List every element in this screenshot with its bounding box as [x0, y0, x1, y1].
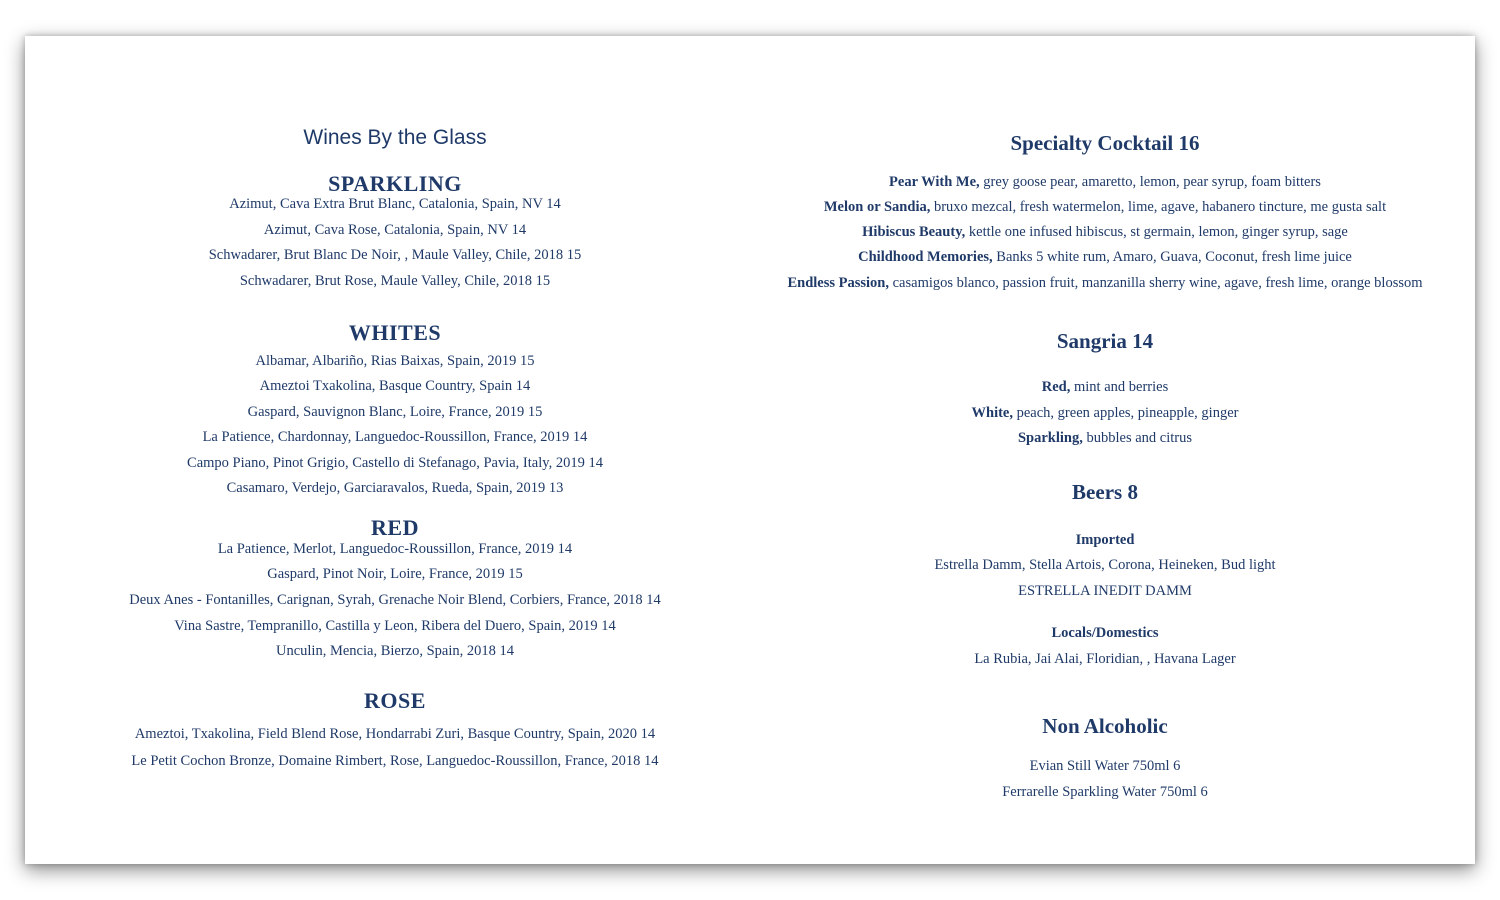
- rose-heading: ROSE: [364, 688, 426, 713]
- whites-item: Campo Piano, Pinot Grigio, Castello di Stefanago, Pavia, Italy, 2019 14: [187, 455, 603, 471]
- cocktail-name: Endless Passion,: [787, 275, 889, 291]
- sparkling-item: Azimut, Cava Extra Brut Blanc, Catalonia, Spain, NV 14: [229, 196, 561, 212]
- rose-item: Ameztoi, Txakolina, Field Blend Rose, Hondarrabi Zuri, Basque Country, Spain, 2020 14: [134, 726, 656, 742]
- cocktails-heading: Specialty Cocktail 16: [1010, 131, 1200, 155]
- sparkling-item: Azimut, Cava Rose, Catalonia, Spain, NV 14: [263, 222, 527, 238]
- cocktail-name: Childhood Memories,: [858, 249, 993, 265]
- cocktail-item: [760, 224, 1450, 241]
- menu-page: [25, 36, 1475, 864]
- cocktail-name: Pear With Me,: [889, 174, 980, 190]
- wines-title: Wines By the Glass: [303, 126, 487, 149]
- red-item: La Patience, Merlot, Languedoc-Roussillon, France, 2019 14: [217, 541, 573, 557]
- red-item: Unculin, Mencia, Bierzo, Spain, 2018 14: [276, 643, 514, 659]
- cocktail-desc: bruxo mezcal, fresh watermelon, lime, agave, habanero tincture, me gusta salt: [930, 199, 1387, 215]
- cocktail-desc: casamigos blanco, passion fruit, manzanilla sherry wine, agave, fresh lime, orange blossom: [889, 275, 1423, 291]
- sangria-desc: peach, green apples, pineapple, ginger: [1013, 405, 1239, 421]
- sangria-heading: Sangria 14: [1056, 329, 1154, 353]
- cocktail-item: [760, 199, 1450, 216]
- red-item: Gaspard, Pinot Noir, Loire, France, 2019 15: [267, 566, 523, 582]
- cocktail-name: Melon or Sandia,: [823, 199, 931, 215]
- sparkling-heading: SPARKLING: [328, 171, 462, 196]
- whites-item: Ameztoi Txakolina, Basque Country, Spain 14: [259, 378, 531, 394]
- beers-heading: Beers 8: [1072, 480, 1138, 504]
- cocktail-name: Hibiscus Beauty,: [862, 224, 966, 240]
- rose-item: Le Petit Cochon Bronze, Domaine Rimbert, Rose, Languedoc-Roussillon, France, 2018 14: [131, 753, 659, 769]
- sangria-name: White,: [971, 405, 1013, 421]
- whites-item: Albamar, Albariño, Rias Baixas, Spain, 2019 15: [255, 353, 535, 369]
- sangria-desc: bubbles and citrus: [1082, 430, 1192, 446]
- red-heading: RED: [371, 515, 419, 540]
- sangria-name: Red,: [1041, 379, 1071, 395]
- sangria-item: [760, 430, 1450, 447]
- whites-item: Gaspard, Sauvignon Blanc, Loire, France, 2019 15: [247, 404, 543, 420]
- sparkling-item: Schwadarer, Brut Blanc De Noir, , Maule Valley, Chile, 2018 15: [208, 247, 582, 263]
- cocktail-item: [760, 174, 1450, 191]
- beer-line: Estrella Damm, Stella Artois, Corona, Heineken, Bud light: [934, 557, 1276, 573]
- beer-line: La Rubia, Jai Alai, Floridian, , Havana Lager: [974, 651, 1236, 667]
- whites-item: La Patience, Chardonnay, Languedoc-Roussillon, France, 2019 14: [202, 429, 588, 445]
- sangria-name: Sparkling,: [1017, 430, 1083, 446]
- drinks-column: [760, 36, 1450, 864]
- cocktail-item: [760, 275, 1450, 292]
- sangria-item: [760, 405, 1450, 422]
- imported-heading: Imported: [1075, 532, 1135, 548]
- non-alcoholic-item: Evian Still Water 750ml 6: [1029, 758, 1181, 774]
- cocktail-desc: grey goose pear, amaretto, lemon, pear syrup, foam bitters: [979, 174, 1321, 190]
- red-item: Vina Sastre, Tempranillo, Castilla y Leon, Ribera del Duero, Spain, 2019 14: [174, 618, 616, 634]
- whites-heading: WHITES: [348, 320, 442, 345]
- whites-item: Casamaro, Verdejo, Garciaravalos, Rueda, Spain, 2019 13: [226, 480, 564, 496]
- cocktail-desc: kettle one infused hibiscus, st germain, lemon, ginger syrup, sage: [965, 224, 1348, 240]
- cocktail-item: [760, 249, 1450, 266]
- sangria-desc: mint and berries: [1070, 379, 1169, 395]
- sangria-item: [760, 379, 1450, 396]
- wines-column: [95, 36, 695, 864]
- red-item: Deux Anes - Fontanilles, Carignan, Syrah, Grenache Noir Blend, Corbiers, France, 2018 14: [129, 592, 661, 608]
- sparkling-item: Schwadarer, Brut Rose, Maule Valley, Chile, 2018 15: [239, 273, 551, 289]
- non-alcoholic-item: Ferrarelle Sparkling Water 750ml 6: [1002, 784, 1208, 800]
- beer-line: ESTRELLA INEDIT DAMM: [1018, 583, 1192, 599]
- non-alcoholic-heading: Non Alcoholic: [1042, 714, 1168, 738]
- locals-heading: Locals/Domestics: [1051, 625, 1159, 641]
- cocktail-desc: Banks 5 white rum, Amaro, Guava, Coconut, fresh lime juice: [992, 249, 1352, 265]
